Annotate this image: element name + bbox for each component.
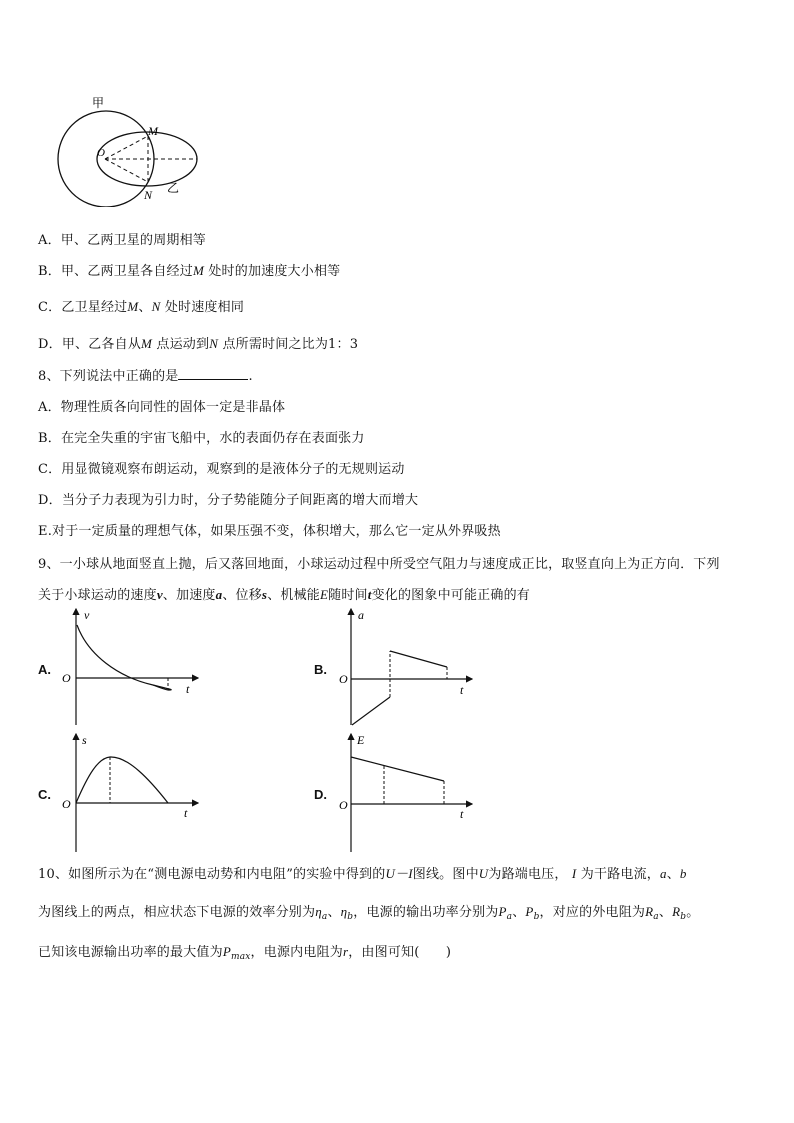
t: 。: [686, 905, 700, 920]
x-label: t: [460, 683, 464, 697]
var-M: M: [127, 299, 139, 314]
var-s: s: [261, 587, 268, 602]
x-label: t: [186, 682, 190, 696]
q7-option-d: [38, 333, 358, 352]
t: 、: [666, 867, 680, 882]
t: 随时间: [328, 588, 368, 603]
var-t: t: [367, 587, 372, 602]
y-label: s: [82, 733, 87, 747]
t: 、位移: [222, 588, 262, 603]
var-eta: η: [315, 904, 322, 919]
var-R: R: [672, 904, 681, 919]
origin-label: O: [339, 672, 348, 686]
answer-blank[interactable]: [178, 368, 248, 380]
label-jia: 甲: [92, 96, 105, 110]
label-M: M: [148, 124, 158, 138]
q9-stem-line2: [38, 584, 530, 603]
var-P: P: [525, 904, 534, 919]
origin-label: O: [62, 797, 71, 811]
q8-stem-end: .: [248, 369, 253, 384]
q7-d-text-3: 点所需时间之比为1：3: [222, 337, 359, 352]
origin-label: O: [339, 798, 348, 812]
sub-b: b: [680, 912, 687, 922]
energy-line: [351, 757, 444, 781]
var-ui: U－I: [385, 866, 413, 881]
var-b: b: [679, 866, 687, 881]
accel-segment-2: [390, 651, 447, 667]
graph-b-option-label: B.: [314, 662, 327, 677]
origin-label: O: [62, 671, 71, 685]
q8-option-c: C．用显微镜观察布朗运动，观察到的是液体分子的无规则运动: [38, 462, 405, 477]
q8-option-a: A．物理性质各向同性的固体一定是非晶体: [38, 400, 286, 415]
label-N: N: [144, 188, 153, 202]
sub-max: max: [230, 952, 251, 962]
t: ，电源的输出功率分别为: [353, 905, 499, 920]
var-R: R: [645, 904, 654, 919]
q7-c-text: C．乙卫星经过: [38, 300, 128, 315]
q8-option-b: B．在完全失重的宇宙飞船中，水的表面仍存在表面张力: [38, 431, 365, 446]
q9-stem-line1: 9、一小球从地面竖直上抛，后又落回地面，小球运动过程中所受空气阻力与速度成正比，取竖直向上为正方向．下列: [38, 557, 720, 572]
velocity-curve-end: [153, 685, 168, 690]
var-E: E: [320, 587, 329, 602]
var-P: P: [222, 944, 231, 959]
t: 关于小球运动的速度: [38, 588, 157, 603]
label-O: O: [97, 147, 105, 159]
x-label: t: [460, 807, 464, 821]
var-N: N: [151, 299, 161, 314]
q10-line3: [38, 941, 451, 962]
t: 、机械能: [267, 588, 320, 603]
q7-d-text-2: 点运动到: [156, 337, 210, 352]
q7-option-c: [38, 296, 244, 315]
orbit-figure: [50, 92, 210, 207]
var-M: M: [192, 263, 204, 278]
q10-line1: [38, 863, 687, 882]
var-M: M: [141, 336, 153, 351]
t: 、: [327, 905, 341, 920]
graph-a: [58, 605, 208, 730]
q10-line2: [38, 901, 699, 922]
y-label: E: [357, 733, 365, 747]
var-a: a: [215, 587, 223, 602]
q7-d-text: D．甲、乙各自从: [38, 337, 142, 352]
t: 图线。图中: [412, 867, 479, 882]
t: 、加速度: [162, 588, 216, 603]
graph-b: [332, 605, 482, 730]
y-label: a: [358, 608, 364, 622]
t: 10、如图所示为在“测电源电动势和内电阻”的实验中得到的: [38, 867, 386, 882]
graph-d: [332, 730, 482, 855]
graph-d-option-label: D.: [314, 787, 327, 802]
t: 为路端电压，: [488, 867, 568, 882]
displacement-curve: [76, 757, 168, 803]
t: ，由图可知( ): [348, 945, 452, 960]
var-P: P: [498, 904, 507, 919]
sub-a: a: [506, 912, 513, 922]
q8-option-e: E.对于一定质量的理想气体，如果压强不变，体积增大，那么它一定从外界吸热: [38, 524, 501, 539]
var-N: N: [209, 336, 219, 351]
var-eta: η: [340, 904, 348, 919]
t: ，对应的外电阻为: [539, 905, 646, 920]
q7-b-text: B．甲、乙两卫星各自经过: [38, 264, 193, 279]
q7-b-text-2: 处时的加速度大小相等: [208, 264, 341, 279]
q8-stem: [38, 365, 253, 384]
q7-option-a: A．甲、乙两卫星的周期相等: [38, 233, 206, 248]
sep: 、: [138, 300, 152, 315]
label-yi: 乙: [167, 181, 180, 195]
sub-b: b: [533, 912, 540, 922]
var-a: a: [660, 866, 667, 881]
t: 为图线上的两点，相应状态下电源的效率分别为: [38, 905, 316, 920]
t: ，电源内电阻为: [250, 945, 343, 960]
q8-stem-text: 8、下列说法中正确的是: [38, 369, 179, 384]
t: 变化的图象中可能正确的有: [371, 588, 530, 603]
var-r: r: [342, 944, 349, 959]
q7-option-b: [38, 260, 340, 279]
y-label: v: [84, 608, 90, 622]
sub-b: b: [347, 912, 354, 922]
graph-c: [58, 730, 208, 855]
var-U: U: [478, 866, 489, 881]
var-I: I: [571, 866, 577, 881]
accel-segment-1: [352, 697, 390, 725]
x-label: t: [184, 806, 188, 820]
t: 、: [512, 905, 526, 920]
q7-c-text-2: 处时速度相同: [164, 300, 245, 315]
t: 已知该电源输出功率的最大值为: [38, 945, 223, 960]
var-v: v: [156, 587, 163, 602]
t: 、: [658, 905, 673, 920]
t: 为干路电流，: [580, 867, 660, 882]
graph-c-option-label: C.: [38, 787, 51, 802]
sub-a: a: [321, 912, 328, 922]
graph-a-option-label: A.: [38, 662, 51, 677]
velocity-curve: [77, 625, 171, 690]
q8-option-d: D．当分子力表现为引力时，分子势能随分子间距离的增大而增大: [38, 493, 419, 508]
sub-a: a: [653, 912, 659, 922]
